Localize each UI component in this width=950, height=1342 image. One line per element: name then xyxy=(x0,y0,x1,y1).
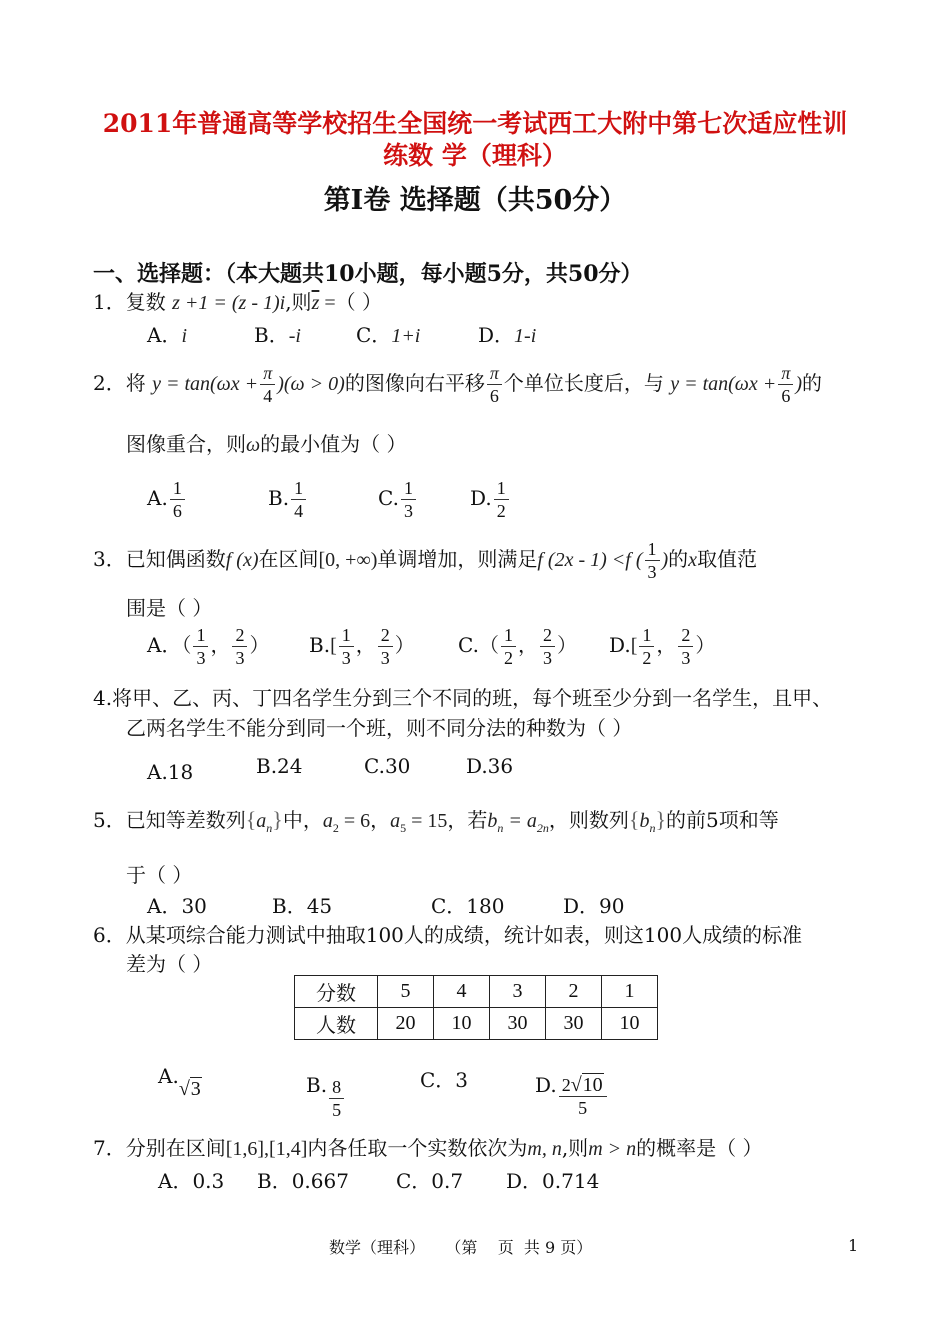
option-label: D. xyxy=(609,633,631,657)
question-1 xyxy=(93,286,382,315)
square-root: √3 xyxy=(178,1078,201,1100)
question-text: 内各任取一个实数依次为 xyxy=(307,1136,528,1160)
option-label: A. xyxy=(147,486,168,510)
exam-title xyxy=(60,108,890,172)
sequence-a: a xyxy=(256,810,267,832)
q5-option-b[interactable]: B．45 xyxy=(272,894,333,918)
fraction: $\frac{8}{5}$ xyxy=(329,1076,344,1121)
math-expression: m, n xyxy=(527,1138,562,1160)
interval-bracket: ） xyxy=(556,635,577,657)
table-row xyxy=(295,976,658,1008)
question-3 xyxy=(93,538,757,583)
q7-option-c[interactable]: C．0.7 xyxy=(396,1169,464,1193)
fraction: $\frac{1}{2}$ xyxy=(501,624,516,669)
question-text: 的前5项和等 xyxy=(666,808,779,832)
option-label: D． xyxy=(478,323,515,347)
question-text: 分别在区间 xyxy=(125,1136,226,1160)
option-value: 1+i xyxy=(391,325,421,347)
table-cell: 1 xyxy=(602,976,658,1008)
interval-bracket: （ xyxy=(478,635,499,657)
math-expression: ) xyxy=(795,373,803,395)
option-value: -i xyxy=(288,325,301,347)
option-value: 1-i xyxy=(514,325,537,347)
option-label: C. xyxy=(458,633,479,657)
interval-bracket: （ xyxy=(181,635,192,657)
q1-option-b[interactable] xyxy=(254,319,301,348)
question-4-line-2: 乙两名学生不能分到同一个班，则不同分法的种数为（ ） xyxy=(126,716,633,740)
fraction: $\frac{1}{3}$ xyxy=(193,624,208,669)
question-text: ，则数列 xyxy=(548,808,629,832)
fraction: $\frac{1}{2}$ xyxy=(639,624,654,669)
page-number: 1 xyxy=(848,1236,859,1255)
question-6-line-2: 差为（ ） xyxy=(126,952,213,976)
fraction: $\frac{2√10}{5}$ xyxy=(559,1074,607,1119)
question-text: 将 xyxy=(125,371,146,395)
question-text: 的 xyxy=(802,371,823,395)
question-text: ,则 xyxy=(285,290,312,314)
q5-option-a[interactable]: A．30 xyxy=(147,894,207,918)
math-expression: f (2x - 1) < xyxy=(537,549,626,571)
question-number: 2． xyxy=(93,371,126,395)
question-number: 1． xyxy=(93,290,126,314)
sequence-b: b xyxy=(639,810,650,832)
question-5: 5．已知等差数列$\{a_n\}$中，$a_2 = 6$，$a_5 = 15$，若$b_n = a_{2n}$，则数列$\{b_n\}$的前5项和等 xyxy=(93,807,779,835)
fraction: $\frac{2}{3}$ xyxy=(540,624,555,669)
fraction: $\frac{2}{3}$ xyxy=(678,624,693,669)
option-label: A． xyxy=(147,323,182,347)
score-table xyxy=(294,975,658,1040)
question-text: 个单位长度后，与 xyxy=(503,371,664,395)
fraction: $\frac{1}{3}$ xyxy=(401,477,416,522)
math-expression: )(ω > 0) xyxy=(277,373,345,395)
question-number: 5． xyxy=(93,808,126,832)
q4-option-d[interactable]: D.36 xyxy=(466,754,514,778)
question-7 xyxy=(93,1132,763,1161)
question-text: 的概率是（ ） xyxy=(636,1136,763,1160)
q6-option-b[interactable] xyxy=(306,1064,346,1120)
table-header-cell: 人数 xyxy=(295,1008,378,1040)
section-heading: 一、选择题：（本大题共10小题，每小题5分，共50分） xyxy=(93,261,643,287)
q3-option-b[interactable]: B.[ $\frac{1}{3}$ ， $\frac{2}{3}$ ） xyxy=(309,625,415,668)
q4-option-a[interactable]: A.18 xyxy=(147,760,194,784)
option-label: B. xyxy=(306,1073,328,1097)
question-text: 中， xyxy=(282,808,323,832)
question-text: 复数 xyxy=(125,290,166,314)
q3-option-c[interactable]: C.（ $\frac{1}{2}$ ， $\frac{2}{3}$ ） xyxy=(458,625,577,668)
q2-option-a[interactable] xyxy=(147,477,187,522)
fraction: $\frac{\pi}{6}$ xyxy=(487,362,502,407)
math-expression: z +1 = (z - 1)i xyxy=(172,292,286,314)
math-expression: = 15 xyxy=(406,810,448,832)
q3-option-d[interactable]: D.[ $\frac{1}{2}$ ， $\frac{2}{3}$ ） xyxy=(609,625,716,668)
question-text: 已知偶函数 xyxy=(125,547,226,571)
q2-option-d[interactable] xyxy=(470,477,511,522)
math-expression: x xyxy=(688,549,698,571)
fraction: $\frac{2}{3}$ xyxy=(232,624,247,669)
page-footer: 数学（理科） （第 页 共 9 页） xyxy=(329,1238,593,1257)
option-label: D. xyxy=(535,1073,557,1097)
question-text: 的图像向右平移 xyxy=(344,371,485,395)
q1-option-c[interactable] xyxy=(356,319,420,348)
fraction: $\frac{\pi}{4}$ xyxy=(260,362,275,407)
q7-option-b[interactable]: B．0.667 xyxy=(257,1169,349,1193)
math-expression: [1,6],[1,4] xyxy=(225,1138,308,1160)
q3-option-a[interactable]: A．（ $\frac{1}{3}$ ， $\frac{2}{3}$ ） xyxy=(147,625,270,668)
question-text: 已知等差数列 xyxy=(125,808,246,832)
question-text: 在区间 xyxy=(258,547,319,571)
fraction: $\frac{1}{3}$ xyxy=(645,538,660,583)
math-expression: m > n xyxy=(588,1138,637,1160)
interval-bracket: [ xyxy=(630,635,638,657)
option-label: B． xyxy=(254,323,289,347)
table-cell: 30 xyxy=(546,1008,602,1040)
option-label: C． xyxy=(356,323,392,347)
interval-bracket: ） xyxy=(695,635,716,657)
math-expression: a xyxy=(322,810,333,832)
question-number: 4. xyxy=(93,686,113,710)
answer-blank: （ ） xyxy=(335,290,382,314)
q1-option-a[interactable] xyxy=(147,319,187,348)
q5-option-c[interactable]: C．180 xyxy=(431,894,505,918)
question-text: 将甲、乙、丙、丁四名学生分到三个不同的班，每个班至少分到一名学生，且甲、 xyxy=(112,686,833,710)
math-expression: [0, +∞) xyxy=(318,549,378,571)
interval-bracket: ） xyxy=(249,635,270,657)
question-number: 3． xyxy=(93,547,126,571)
math-expression: b xyxy=(487,810,498,832)
q6-option-d[interactable] xyxy=(535,1064,609,1118)
question-6 xyxy=(93,919,802,948)
interval-bracket: ） xyxy=(394,635,415,657)
question-2-line-2 xyxy=(126,428,406,457)
table-cell: 10 xyxy=(434,1008,490,1040)
q6-option-a[interactable] xyxy=(158,1064,202,1100)
option-label: C. xyxy=(378,486,399,510)
exam-title-line-2: 练数 学（理科） xyxy=(383,141,567,170)
math-expression: = 6 xyxy=(338,810,371,832)
question-2 xyxy=(93,362,822,407)
table-cell: 2 xyxy=(546,976,602,1008)
option-label: A． xyxy=(147,633,182,657)
question-5-line-2: 于（ ） xyxy=(126,863,193,887)
q7-option-d[interactable]: D．0.714 xyxy=(506,1169,600,1193)
q1-option-d[interactable] xyxy=(478,319,536,348)
question-text: ， xyxy=(370,808,391,832)
question-text: 取值范 xyxy=(697,547,758,571)
table-cell: 20 xyxy=(378,1008,434,1040)
math-expression: a xyxy=(390,810,401,832)
interval-bracket: [ xyxy=(330,635,337,657)
fraction: $\frac{1}{2}$ xyxy=(494,477,509,522)
table-header-cell: 分数 xyxy=(295,976,378,1008)
math-expression: ω xyxy=(246,434,261,456)
q7-option-a[interactable]: A．0.3 xyxy=(158,1169,225,1193)
question-number: 7． xyxy=(93,1136,126,1160)
math-expression: y = tan(ωx + xyxy=(152,373,259,395)
math-expression: y = tan(ωx + xyxy=(670,373,777,395)
exam-title-line-1: 2011年普通高等学校招生全国统一考试西工大附中第七次适应性训 xyxy=(102,109,848,138)
q2-option-c[interactable] xyxy=(378,477,418,522)
fraction: $\frac{2}{3}$ xyxy=(378,624,393,669)
question-text: 的 xyxy=(668,547,689,571)
question-text: ,则 xyxy=(561,1136,589,1160)
question-text: 从某项综合能力测试中抽取100人的成绩，统计如表，则这100人成绩的标准 xyxy=(125,923,803,947)
q5-option-d[interactable]: D．90 xyxy=(563,894,625,918)
q2-option-b[interactable] xyxy=(268,477,308,522)
question-number: 6． xyxy=(93,923,126,947)
math-expression: = xyxy=(319,292,336,314)
table-cell: 30 xyxy=(490,1008,546,1040)
option-label: B. xyxy=(309,633,331,657)
volume-title: 第Ⅰ卷 选择题（共50分） xyxy=(323,185,627,216)
question-text: ，若 xyxy=(447,808,488,832)
table-cell: 10 xyxy=(602,1008,658,1040)
question-text: 单调增加，则满足 xyxy=(377,547,538,571)
fraction: $\frac{1}{6}$ xyxy=(170,477,185,522)
option-label: B. xyxy=(268,486,290,510)
math-expression: ) xyxy=(661,549,669,571)
math-expression: f ( xyxy=(625,549,643,571)
table-cell: 4 xyxy=(434,976,490,1008)
table-row xyxy=(295,1008,658,1040)
fraction: $\frac{1}{4}$ xyxy=(291,477,306,522)
question-text: 图像重合，则 xyxy=(126,432,246,456)
option-label: D. xyxy=(470,486,492,510)
option-value: i xyxy=(181,325,188,347)
math-expression: f (x) xyxy=(225,549,259,571)
q4-option-b[interactable]: B.24 xyxy=(256,754,303,778)
fraction: $\frac{1}{3}$ xyxy=(339,624,354,669)
question-text: 的最小值为（ ） xyxy=(260,432,407,456)
q4-option-c[interactable]: C.30 xyxy=(364,754,411,778)
math-expression: = a xyxy=(503,810,537,832)
fraction: $\frac{\pi}{6}$ xyxy=(778,362,793,407)
table-cell: 3 xyxy=(490,976,546,1008)
question-3-line-2: 围是（ ） xyxy=(126,596,213,620)
q6-option-c[interactable]: C．3 xyxy=(420,1068,469,1092)
table-cell: 5 xyxy=(378,976,434,1008)
conjugate-z: $\overline{z}$ xyxy=(311,292,320,314)
question-4 xyxy=(93,682,832,711)
option-label: A. xyxy=(158,1064,179,1088)
